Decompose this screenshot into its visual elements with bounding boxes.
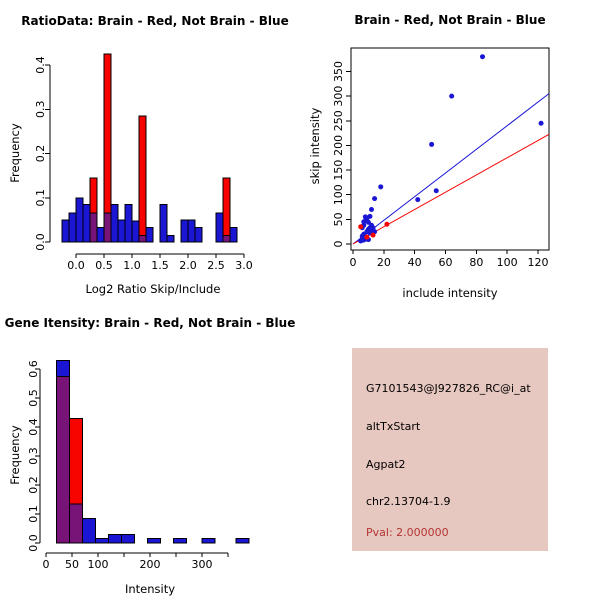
x-tick-label: 40 [407, 256, 422, 269]
bar-not-brain [173, 539, 186, 543]
x-tick-label: 0.5 [95, 259, 113, 272]
bar-not-brain [146, 227, 153, 242]
scatter-xlabel: include intensity [402, 286, 498, 300]
ratio-hist-title: RatioData: Brain - Red, Not Brain - Blue [21, 14, 289, 28]
bar-not-brain [62, 220, 69, 242]
bar-not-brain [195, 227, 202, 242]
data-point-not-brain [415, 197, 420, 202]
y-tick-label: 0.4 [27, 418, 40, 436]
data-point-not-brain [363, 214, 368, 219]
y-tick-label: 250 [332, 110, 345, 132]
data-point-brain [358, 224, 363, 229]
bar-not-brain [132, 221, 139, 242]
y-tick-label: 0.4 [34, 56, 47, 74]
data-point-not-brain [378, 184, 383, 189]
pval-text: Pval: 2.000000 [366, 526, 449, 539]
data-point-brain [384, 222, 389, 227]
bar-not-brain [125, 204, 132, 242]
gene-hist-xlabel: Intensity [124, 582, 176, 596]
bar-overlap [56, 376, 69, 543]
x-tick-label: 1.5 [151, 259, 169, 272]
plot-box [351, 48, 549, 250]
y-tick-label: 0.0 [34, 233, 47, 251]
x-tick-label: 60 [438, 256, 453, 269]
gene-hist-title: Gene Itensity: Brain - Red, Not Brain - Blue [4, 316, 296, 330]
ratio-hist-xlabel: Log2 Ratio Skip/Include [85, 282, 221, 296]
bar-overlap [90, 213, 97, 242]
bar-overlap [69, 504, 82, 543]
bar-not-brain [69, 213, 76, 242]
x-tick-label: 2.5 [207, 259, 225, 272]
x-tick-label: 300 [191, 558, 213, 571]
data-point-not-brain [434, 188, 439, 193]
y-tick-label: 0.6 [27, 360, 40, 378]
bar-not-brain [236, 539, 249, 543]
gene-hist-ylabel: Frequency [8, 425, 22, 485]
bar-not-brain [111, 204, 118, 242]
data-point-not-brain [480, 54, 485, 59]
bar-overlap [223, 235, 230, 242]
bar-not-brain [202, 539, 215, 543]
x-tick-label: 80 [469, 256, 484, 269]
bar-not-brain [147, 539, 160, 543]
fit-line [353, 134, 549, 244]
y-tick-label: 50 [332, 212, 345, 227]
y-tick-label: 0.2 [34, 144, 47, 163]
scatter-ylabel: skip intensity [308, 107, 322, 185]
bar-not-brain [76, 198, 83, 242]
data-point-not-brain [539, 121, 544, 126]
bar-not-brain [108, 534, 121, 543]
fit-line [353, 94, 549, 244]
x-tick-label: 20 [376, 256, 391, 269]
gene-info-panel [352, 348, 548, 551]
bar-not-brain [83, 204, 90, 242]
bar-not-brain [97, 227, 104, 242]
bar-not-brain [95, 539, 108, 543]
y-tick-label: 0.2 [27, 476, 40, 494]
data-point-not-brain [372, 196, 377, 201]
bar-brain [139, 116, 146, 242]
x-tick-label: 0 [42, 558, 50, 571]
x-tick-label: 100 [496, 256, 518, 269]
y-tick-label: 0.5 [27, 389, 40, 407]
bar-not-brain [82, 518, 95, 543]
bar-not-brain [230, 227, 237, 242]
event-type-text: altTxStart [366, 420, 421, 433]
ratio-hist-ylabel: Frequency [8, 123, 22, 183]
locus-text: chr2.13704-1.9 [366, 495, 451, 508]
y-tick-label: 0.3 [34, 100, 47, 118]
x-tick-label: 100 [87, 558, 109, 571]
x-tick-label: 120 [527, 256, 549, 269]
probe-id-text: G7101543@J927826_RC@i_at [366, 382, 531, 395]
x-tick-label: 0.0 [67, 259, 85, 272]
bar-overlap [104, 213, 111, 242]
bar-overlap [139, 235, 146, 242]
x-tick-label: 3.0 [235, 259, 253, 272]
data-point-not-brain [367, 214, 372, 219]
bar-brain [223, 178, 230, 242]
y-tick-label: 0.1 [34, 189, 47, 207]
gene-name-text: Agpat2 [366, 458, 406, 471]
y-tick-label: 350 [332, 60, 345, 82]
bar-not-brain [121, 534, 134, 543]
data-point-brain [371, 233, 376, 238]
y-tick-label: 0 [332, 240, 345, 248]
data-point-not-brain [429, 142, 434, 147]
y-tick-label: 0.3 [27, 447, 40, 465]
y-tick-label: 0.0 [27, 534, 40, 552]
bar-not-brain [160, 204, 167, 242]
bar-not-brain [118, 220, 125, 242]
bar-not-brain [216, 213, 223, 242]
y-tick-label: 0.1 [27, 505, 40, 523]
data-point-not-brain [449, 94, 454, 99]
data-point-not-brain [369, 207, 374, 212]
data-point-brain [364, 235, 369, 240]
scatter-title: Brain - Red, Not Brain - Blue [354, 13, 546, 27]
bar-not-brain [188, 220, 195, 242]
bar-not-brain [167, 235, 174, 242]
x-tick-label: 50 [65, 558, 79, 571]
x-tick-label: 200 [139, 558, 161, 571]
x-tick-label: 2.0 [179, 259, 197, 272]
x-tick-label: 1.0 [123, 259, 141, 272]
y-tick-label: 300 [332, 85, 345, 107]
y-tick-label: 150 [332, 159, 345, 181]
bar-not-brain [181, 220, 188, 242]
data-point-not-brain [366, 220, 371, 225]
y-tick-label: 100 [332, 184, 345, 206]
y-tick-label: 200 [332, 134, 345, 156]
x-tick-label: 0 [349, 256, 357, 269]
